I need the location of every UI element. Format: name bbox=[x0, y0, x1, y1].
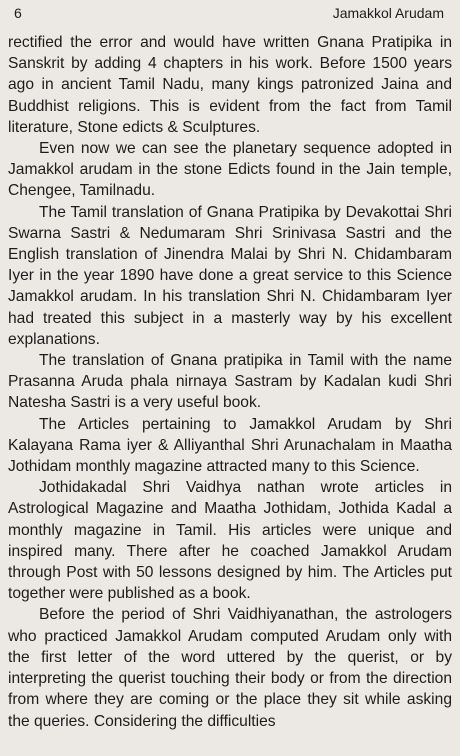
page-header bbox=[8, 0, 451, 34]
paragraph: The translation of Gnana pratipika in Tamil with the name Prasanna Aruda phala nirnaya Sastram by Kadalan kudi Shri Natesha Sastri is a very useful book. bbox=[8, 352, 452, 412]
body-text bbox=[8, 32, 452, 732]
page-number: 6 bbox=[14, 5, 22, 21]
paragraph: The Tamil translation of Gnana Pratipika by Devakottai Shri Swarna Sastri & Nedumaram Shri Srinivasa Sastri and the English translation of Jinendra Malai by Shri N. Chidambaram Iyer in the year 1890 have done a great service to this Science Jamakkol arudam. In his translation Shri N. Chidambaram Iyer had treated this subject in a masterly way by his excellent explanations. bbox=[8, 203, 452, 348]
paragraph: Even now we can see the planetary sequence adopted in Jamakkol arudam in the stone Edicts found in the Jain temple, Chengee, Tamilnadu. bbox=[8, 140, 452, 200]
paragraph: Jothidakadal Shri Vaidhya nathan wrote articles in Astrological Magazine and Maatha Jothidam, Jothida Kadal a monthly magazine in Tamil. His articles were unique and inspired many. There after he coached Jamakkol Arudam through Post with 50 lessons designed by him. The Articles put together were published as a book. bbox=[8, 479, 452, 603]
paragraph: Before the period of Shri Vaidhiyanathan, the astrologers who practiced Jamakkol Arudam computed Arudam only with the first letter of the word uttered by the querist, or by interpreting the querist touching their body or from the direction from where they are coming or the place they sit while asking the queries. Considering the difficulties bbox=[8, 606, 452, 730]
paragraph: rectified the error and would have written Gnana Pratipika in Sanskrit by adding 4 chapters in his work. Before 1500 years ago in ancient Tamil Nadu, many kings patronized Jaina and Buddhist religions. This is evident from the fact from Tamil literature, Stone edicts & Sculptures. bbox=[8, 34, 452, 136]
running-title: Jamakkol Arudam bbox=[332, 5, 444, 21]
paragraph: The Articles pertaining to Jamakkol Arudam by Shri Kalayana Rama iyer & Alliyanthal Shri Arunachalam in Maatha Jothidam monthly magazine attracted many to this Science. bbox=[8, 415, 452, 476]
